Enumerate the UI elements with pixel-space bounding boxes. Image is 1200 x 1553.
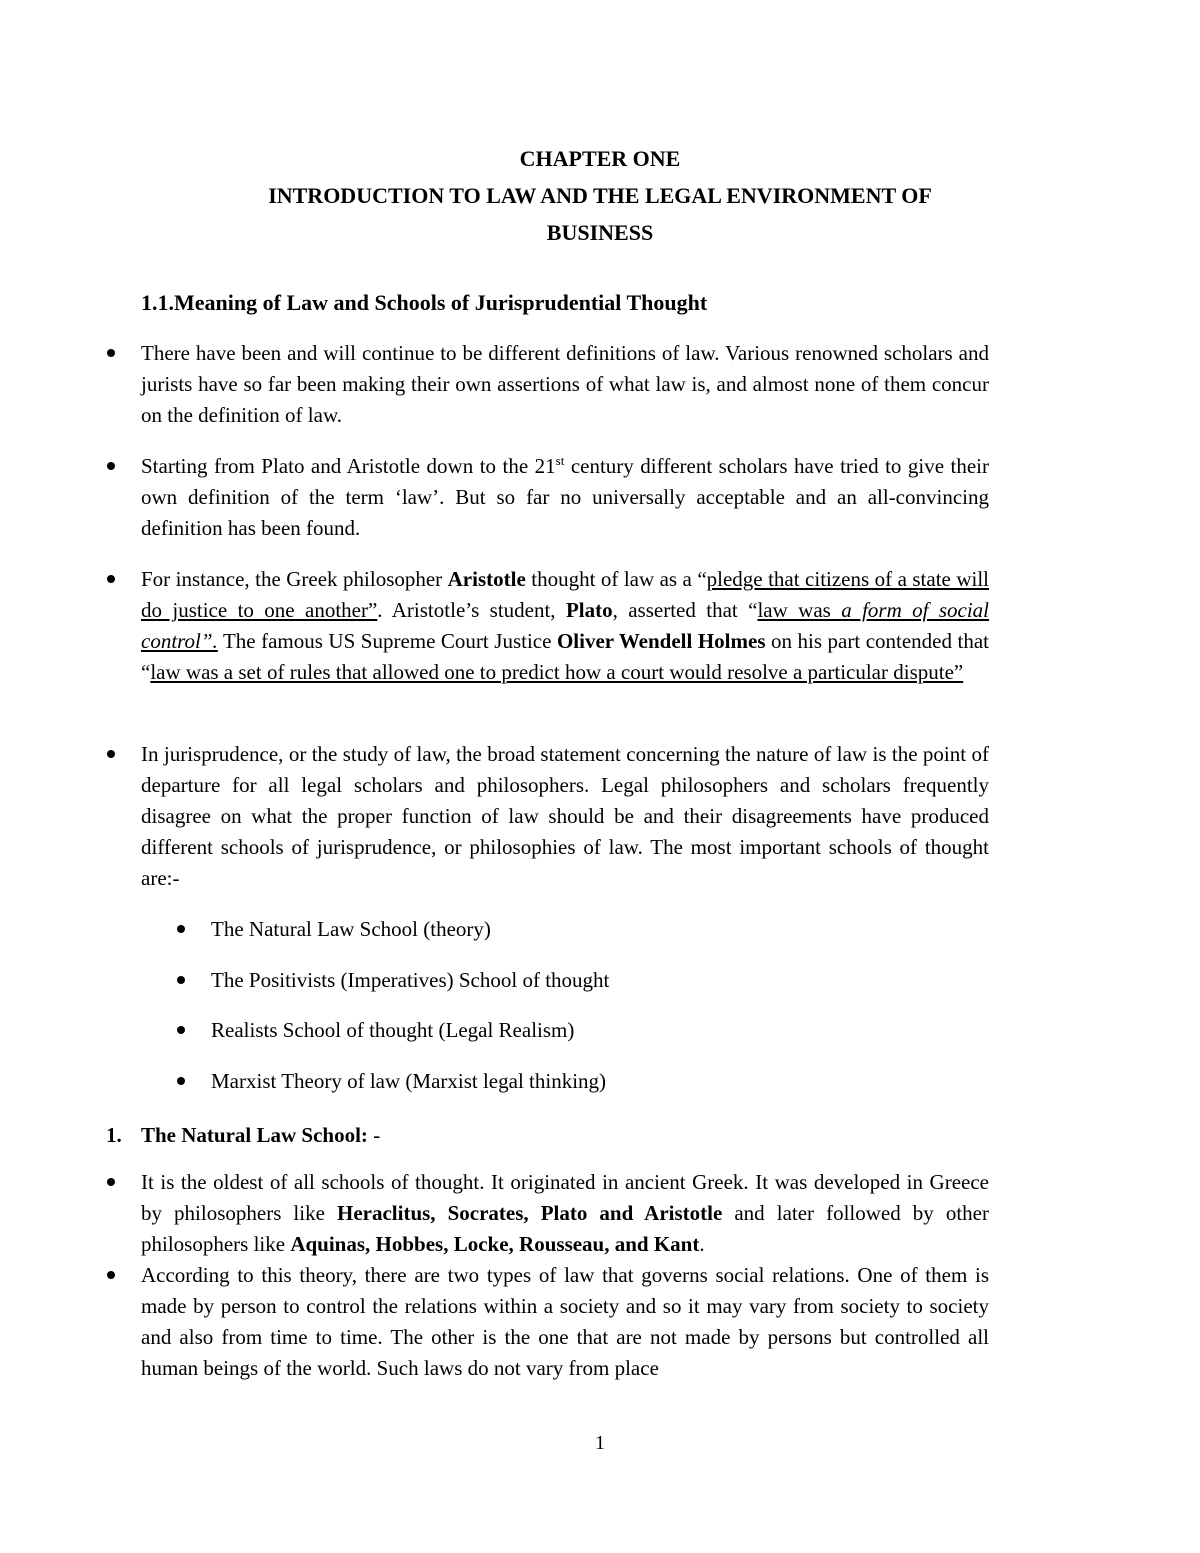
text-segment: . bbox=[699, 1232, 705, 1256]
heading-number: 1. bbox=[106, 1123, 122, 1147]
bullet-dot-icon bbox=[107, 575, 115, 583]
name-holmes: Oliver Wendell Holmes bbox=[556, 629, 766, 653]
quote-aristotle: pledge that citizens of a state will do justice to one another” bbox=[141, 567, 989, 622]
school-item bbox=[211, 1015, 574, 1046]
quote-plato-part-2: a form of social control”. bbox=[141, 598, 990, 653]
chapter-title-line-1: INTRODUCTION TO LAW AND THE LEGAL ENVIRONMENT OF bbox=[268, 183, 932, 208]
bullet-natural-law-types bbox=[141, 1260, 989, 1384]
bullet-dot-icon bbox=[177, 925, 185, 933]
page-number: 1 bbox=[595, 1432, 605, 1454]
text-segment: on his part contended that “ bbox=[141, 629, 989, 684]
names-later-philosophers: Aquinas, Hobbes, Locke, Rousseau, and Kant bbox=[290, 1232, 700, 1256]
bullet-text: According to this theory, there are two types of law that governs social relations. One of them is made by person to control the relations within a society and so it may vary from society to society and also from time to time. The other is the one that are not made by persons but controlled all human beings of the world. Such laws do not vary from place bbox=[141, 1263, 989, 1380]
natural-law-heading bbox=[106, 1120, 380, 1151]
text-segment: The famous US Supreme Court Justice bbox=[217, 629, 557, 653]
text-segment: For instance, the Greek philosopher bbox=[141, 567, 448, 591]
bullet-text-pre: Starting from Plato and Aristotle down to the 21 bbox=[141, 454, 556, 478]
school-item bbox=[211, 965, 609, 996]
text-segment: , asserted that “ bbox=[612, 598, 758, 622]
bullet-dot-icon bbox=[107, 462, 115, 470]
bullet-text: In jurisprudence, or the study of law, the broad statement concerning the nature of law is the point of departure for all legal scholars and philosophers. Legal philosophers and scholars frequently disagree on what the proper function of law should be and their disagreements have produced different schools of jurisprudence, or philosophies of law. The most important schools of thought are:- bbox=[141, 742, 989, 890]
chapter-title-line-2: BUSINESS bbox=[546, 220, 654, 245]
bullet-definitions-quotes bbox=[141, 564, 989, 688]
school-label: Marxist Theory of law (Marxist legal thinking) bbox=[211, 1069, 607, 1093]
chapter-label: CHAPTER ONE bbox=[519, 146, 681, 171]
section-title: 1.1.Meaning of Law and Schools of Jurisprudential Thought bbox=[141, 290, 708, 315]
bullet-dot-icon bbox=[107, 1178, 115, 1186]
school-item bbox=[211, 914, 491, 945]
heading-dash: - bbox=[367, 1123, 381, 1147]
quote-holmes: law was a set of rules that allowed one to predict how a court would resolve a particular dispute” bbox=[150, 660, 964, 684]
chapter-heading bbox=[120, 140, 1080, 251]
ordinal-superscript: st bbox=[555, 453, 565, 468]
bullet-text: There have been and will continue to be different definitions of law. Various renowned scholars and jurists have so far been making their own assertions of what law is, and almost none of them concur on the definition of law. bbox=[141, 341, 989, 427]
school-item bbox=[211, 1066, 606, 1097]
school-label: The Natural Law School (theory) bbox=[211, 917, 491, 941]
quote-plato-part-1: law was bbox=[757, 598, 842, 622]
bullet-dot-icon bbox=[177, 1077, 185, 1085]
heading-title: The Natural Law School: bbox=[141, 1123, 368, 1147]
bullet-dot-icon bbox=[107, 1271, 115, 1279]
bullet-definitions bbox=[141, 338, 989, 431]
bullet-jurisprudence bbox=[141, 739, 989, 894]
bullet-plato-aristotle bbox=[141, 451, 989, 544]
text-segment: thought of law as a “ bbox=[525, 567, 707, 591]
name-aristotle: Aristotle bbox=[447, 567, 526, 591]
name-plato: Plato bbox=[565, 598, 613, 622]
bullet-dot-icon bbox=[107, 750, 115, 758]
bullet-dot-icon bbox=[177, 1026, 185, 1034]
school-label: The Positivists (Imperatives) School of thought bbox=[211, 968, 610, 992]
bullet-text-post: century different scholars have tried to give their own definition of the term ‘law’. But so far no universally acceptable and an all-convincing definition has been found. bbox=[141, 454, 990, 540]
names-greek-philosophers: Heraclitus, Socrates, Plato and Aristotle bbox=[336, 1201, 723, 1225]
text-segment: and later followed by other philosophers like bbox=[141, 1201, 990, 1256]
text-segment: . Aristotle’s student, bbox=[377, 598, 566, 622]
school-label: Realists School of thought (Legal Realism) bbox=[211, 1018, 575, 1042]
text-segment: It is the oldest of all schools of thought. It originated in ancient Greek. It was developed in Greece by philosophers like bbox=[141, 1170, 989, 1225]
bullet-dot-icon bbox=[107, 349, 115, 357]
bullet-natural-law-origin bbox=[141, 1167, 989, 1260]
bullet-dot-icon bbox=[177, 976, 185, 984]
